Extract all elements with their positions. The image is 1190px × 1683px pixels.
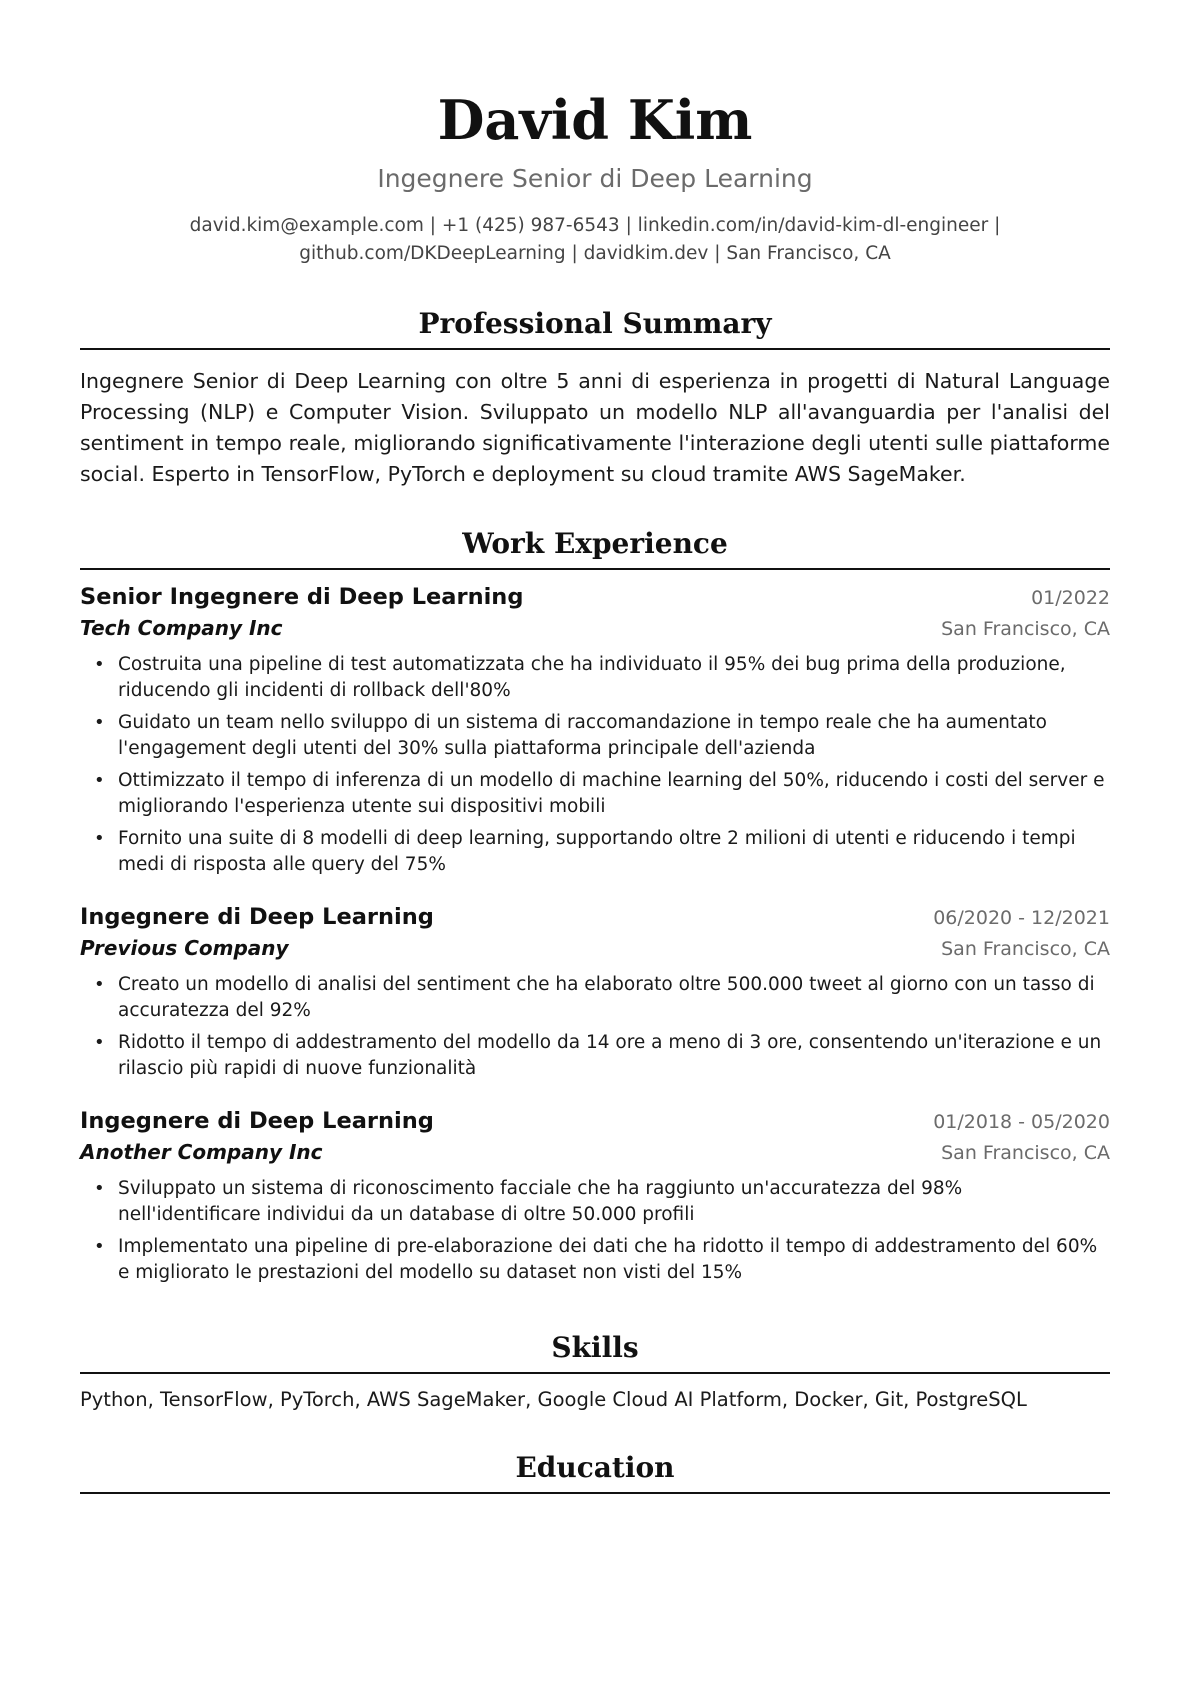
section-divider [80,568,1110,570]
candidate-title: Ingegnere Senior di Deep Learning [377,164,813,193]
bullet-text: Sviluppato un sistema di riconoscimento facciale che ha raggiunto un'accuratezza del 98% nell'identificare individui da un database di oltre 50.000 profili [118,1178,963,1225]
summary-heading: Professional Summary [418,307,772,340]
list-item [80,826,1110,878]
bullet-text: Fornito una suite di 8 modelli di deep learning, supportando oltre 2 milioni di utenti e riducendo i tempi medi di risposta alle query del 75% [118,828,1076,875]
job-company: Tech Company Inc [80,616,283,640]
section-divider [80,348,1110,350]
job-title: Senior Ingegnere di Deep Learning [80,584,524,610]
bullet-icon: • [94,828,105,849]
education-heading: Education [515,1451,675,1484]
skills-heading: Skills [551,1331,639,1364]
contact-line-2: github.com/DKDeepLearning | davidkim.dev | San Francisco, CA [299,243,891,264]
skills-text: Python, TensorFlow, PyTorch, AWS SageMaker, Google Cloud AI Platform, Docker, Git, PostgreSQL [80,1388,1027,1411]
bullet-text: Creato un modello di analisi del sentiment che ha elaborato oltre 500.000 tweet al giorno con un tasso di accuratezza del 92% [118,974,1095,1021]
bullet-text: Ridotto il tempo di addestramento del modello da 14 ore a meno di 3 ore, consentendo un'iterazione e un rilascio più rapidi di nuove funzionalità [118,1032,1102,1079]
bullet-icon: • [94,1178,105,1199]
job-location: San Francisco, CA [941,618,1110,640]
job-title: Ingegnere di Deep Learning [80,904,434,930]
job-location: San Francisco, CA [941,938,1110,960]
job-date: 06/2020 - 12/2021 [933,907,1110,929]
bullet-text: Implementato una pipeline di pre-elaborazione dei dati che ha ridotto il tempo di addestramento del 60% e migliorato le prestazioni del modello su dataset non visti del 15% [118,1236,1098,1283]
bullet-icon: • [94,770,105,791]
job-entry [80,904,1110,1082]
list-item [80,768,1110,820]
job-company: Previous Company [80,936,289,960]
contact-line-1: david.kim@example.com | +1 (425) 987-6543 | linkedin.com/in/david-kim-dl-engineer | [189,215,1001,236]
bullet-icon: • [94,1032,105,1053]
job-entry [80,584,1110,878]
job-title: Ingegnere di Deep Learning [80,1108,434,1134]
list-item [80,652,1110,704]
job-bullets [80,1176,1110,1286]
section-divider [80,1372,1110,1374]
bullet-text: Ottimizzato il tempo di inferenza di un modello di machine learning del 50%, riducendo i costi del server e migliorando l'esperienza utente sui dispositivi mobili [118,770,1105,817]
bullet-icon: • [94,654,105,675]
job-entry [80,1108,1110,1286]
summary-section [80,306,1110,490]
bullet-text: Guidato un team nello sviluppo di un sistema di raccomandazione in tempo reale che ha aumentato l'engagement degli utenti del 30% sulla piattaforma principale dell'azienda [118,712,1047,759]
contact-info [80,212,1110,268]
skills-section [80,1330,1110,1414]
list-item [80,1030,1110,1082]
list-item [80,1176,1110,1228]
section-divider [80,1492,1110,1494]
experience-section [80,526,1110,1286]
job-location: San Francisco, CA [941,1142,1110,1164]
list-item [80,710,1110,762]
job-company: Another Company Inc [80,1140,323,1164]
list-item [80,972,1110,1024]
list-item [80,1234,1110,1286]
summary-text: Ingegnere Senior di Deep Learning con oltre 5 anni di esperienza in progetti di Natural Language Processing (NLP) e Computer Vision. Sviluppato un modello NLP all'avanguardia per l'analisi del sentiment in tempo reale, migliorando significativamente l'interazione degli utenti sulle piattaforme social. Esperto in TensorFlow, PyTorch e deployment su cloud tramite AWS SageMaker. [80,369,1110,486]
bullet-icon: • [94,1236,105,1257]
job-date: 01/2022 [1031,587,1110,609]
job-date: 01/2018 - 05/2020 [933,1111,1110,1133]
candidate-name: David Kim [437,88,753,152]
experience-heading: Work Experience [462,527,728,560]
bullet-icon: • [94,712,105,733]
job-bullets [80,972,1110,1082]
bullet-icon: • [94,974,105,995]
bullet-text: Costruita una pipeline di test automatizzata che ha individuato il 95% dei bug prima della produzione, riducendo gli incidenti di rollback dell'80% [118,654,1066,701]
education-section [80,1450,1110,1494]
job-bullets [80,652,1110,878]
